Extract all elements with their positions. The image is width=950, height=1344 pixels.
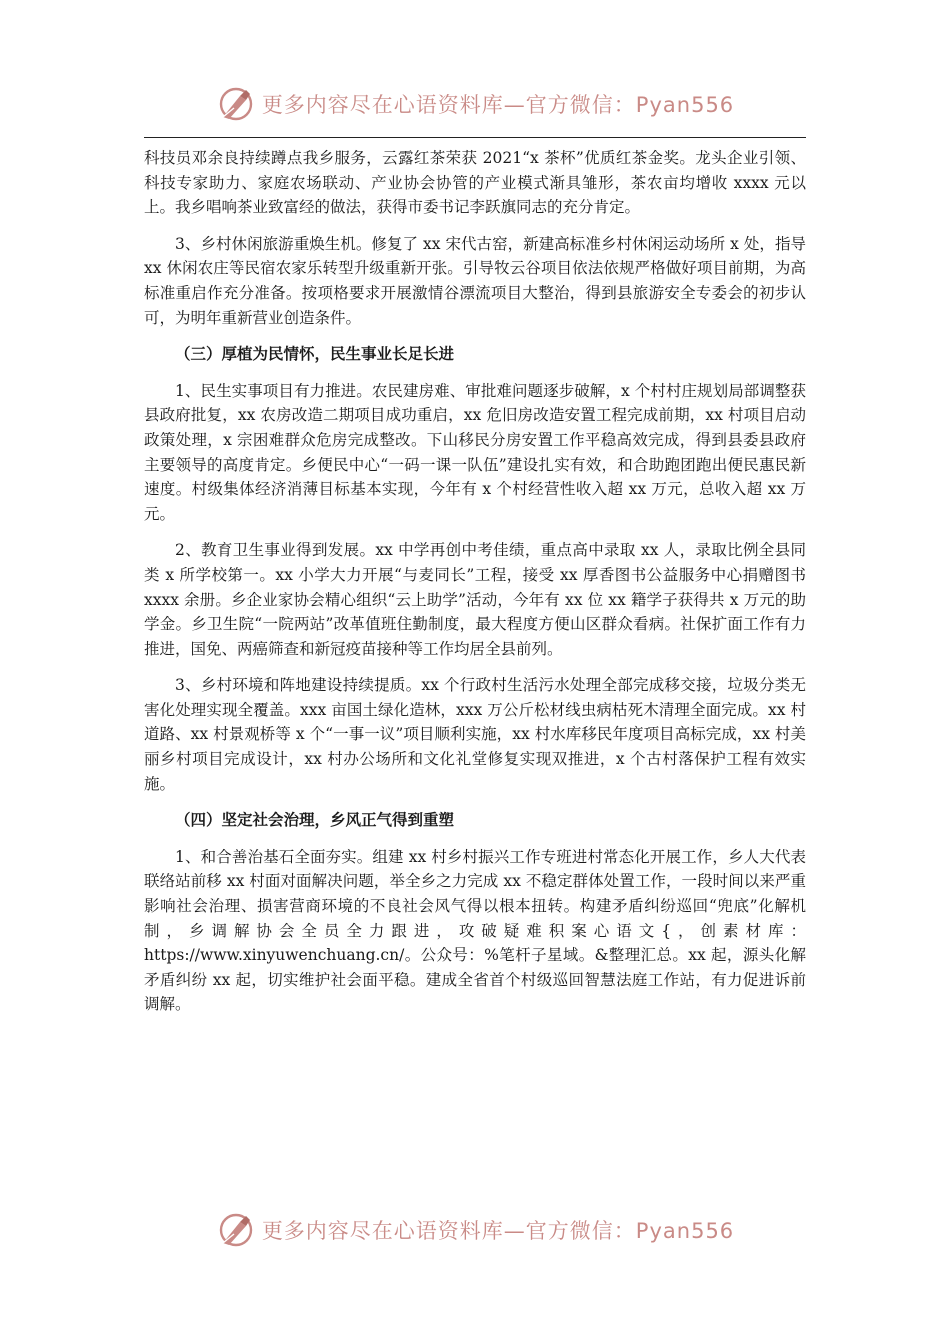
paragraph: 科技员邓余良持续蹲点我乡服务，云露红茶荣获 2021“x 茶杯”优质红茶金奖。龙头企业引领、科技专家助力、家庭农场联动、产业协会协管的产业模式渐具雏形，茶农亩均增收 xxxx 元以上。我乡唱响茶业致富经的做法，获得市委书记李跃旗同志的充分肯定。: [144, 149, 806, 217]
paragraph: 1、民生实事项目有力推进。农民建房难、审批难问题逐步破解，x 个村村庄规划局部调整获县政府批复，xx 农房改造二期项目成功重启，xx 危旧房改造安置工程完成前期，xx 村项目启动政策处理，x 宗困难群众危房完成整改。下山移民分房安置工作平稳高效完成，得到县委县政府主要领导的高度肯定。乡便民中心“一码一课一队伍”建设扎实有效，和合助跑团跑出便民惠民新速度。村级集体经济消薄目标基本实现，今年有 x 个村经营性收入超 xx 万元，总收入超 xx 万元。: [144, 381, 806, 523]
header-divider: [144, 137, 806, 138]
pen-nib-logo-icon: [216, 84, 256, 124]
section-heading: （四）坚定社会治理，乡风正气得到重塑: [175, 810, 455, 830]
pen-nib-logo-icon: [216, 1210, 256, 1250]
paragraph: 1、和合善治基石全面夯实。组建 xx 村乡村振兴工作专班进村常态化开展工作，乡人大代表联络站前移 xx 村面对面解决问题，举全乡之力完成 xx 不稳定群体处置工作，一段时间以来严重影响社会治理、损害营商环境的不良社会风气得以根本扭转。构建矛盾纠纷巡回“兜底”化解机制，乡调解协会全员全力跟进，攻破疑难积案心语文{，创素材库：https://www.xinyuwenchuang.cn/。公众号：%笔杆子星域。&整理汇总。xx 起，源头化解矛盾纠纷 xx 起，切实维护社会面平稳。建成全省首个村级巡回智慧法庭工作站，有力促进诉前调解。: [144, 847, 806, 1014]
paragraph: 3、乡村环境和阵地建设持续提质。xx 个行政村生活污水处理全部完成移交接，垃圾分类无害化处理实现全覆盖。xxx 亩国土绿化造林，xxx 万公斤松材线虫病枯死木清理全面完成。xx 村道路、xx 村景观桥等 x 个“一事一议”项目顺利实施，xx 村水库移民年度项目高标完成，xx 村美丽乡村项目完成设计，xx 村办公场所和文化礼堂修复实现双推进，x 个古村落保护工程有效实施。: [144, 676, 806, 793]
paragraph: 2、教育卫生事业得到发展。xx 中学再创中考佳绩，重点高中录取 xx 人，录取比例全县同类 x 所学校第一。xx 小学大力开展“与麦同长”工程，接受 xx 厚香图书公益服务中心捐赠图书 xxxx 余册。乡企业家协会精心组织“云上助学”活动，今年有 xx 位 xx 籍学子获得共 x 万元的助学金。乡卫生院“一院两站”改革值班住勤制度，最大程度方便山区群众看病。社保扩面工作有力推进，国免、两癌筛查和新冠疫苗接种等工作均居全县前列。: [144, 541, 806, 658]
paragraph: 3、乡村休闲旅游重焕生机。修复了 xx 宋代古窑，新建高标准乡村休闲运动场所 x 处，指导 xx 休闲农庄等民宿农家乐转型升级重新开张。引导牧云谷项目依法依规严格做好项目前期，为高标准重启作充分准备。按项格要求开展激情谷漂流项目大整治，得到县旅游安全专委会的初步认可，为明年重新营业创造条件。: [144, 234, 806, 327]
document-body: [144, 146, 806, 1029]
header-banner: [0, 84, 950, 124]
header-banner-text: 更多内容尽在心语资料库—官方微信：Pyan556: [261, 93, 735, 117]
footer-banner-text: 更多内容尽在心语资料库—官方微信：Pyan556: [261, 1219, 735, 1243]
section-heading: （三）厚植为民情怀，民生事业长足长进: [175, 344, 455, 364]
footer-banner: [0, 1210, 950, 1250]
